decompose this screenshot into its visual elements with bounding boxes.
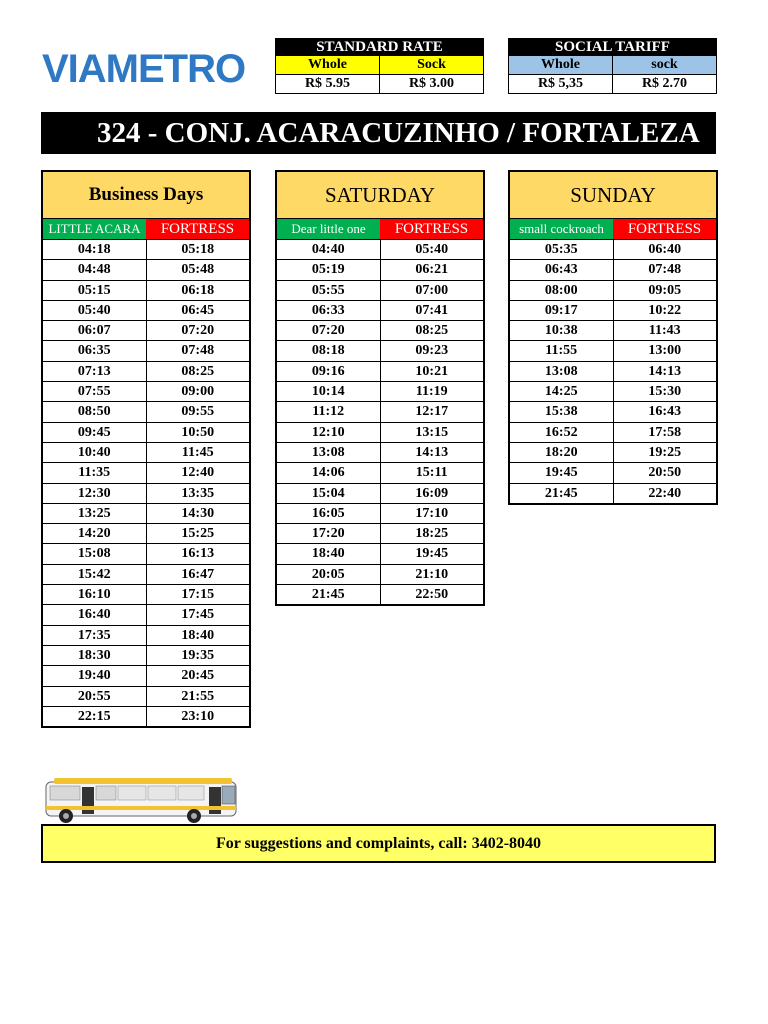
destination-departure-cell: 19:45 <box>380 544 484 563</box>
origin-departure-cell: 04:18 <box>77 242 111 257</box>
viametro-logo <box>42 47 260 91</box>
table-row <box>277 401 483 421</box>
origin-departure-cell: 09:45 <box>77 424 111 440</box>
origin-departure-cell: 15:38 <box>544 404 578 420</box>
destination-departure-cell: 12:17 <box>380 402 484 421</box>
destination-departure-cell: 17:10 <box>380 504 484 523</box>
table-row <box>277 503 483 523</box>
table-row <box>43 422 249 442</box>
contact-text: For suggestions and complaints, call: 3402-8040 <box>215 835 542 852</box>
destination-departure-cell: 16:47 <box>146 565 250 584</box>
table-row <box>277 340 483 360</box>
table-row <box>510 280 716 300</box>
destination-departure-cell: 11:45 <box>146 443 250 462</box>
destination-departure-cell: 19:35 <box>146 646 250 665</box>
destination-departure-cell: 09:55 <box>146 402 250 421</box>
table-row <box>277 259 483 279</box>
destination-departure-cell: 23:10 <box>146 707 250 726</box>
table-row <box>43 340 249 360</box>
origin-departure-cell: 11:55 <box>545 343 578 359</box>
table-row <box>43 584 249 604</box>
schedule-header <box>43 219 249 240</box>
table-row <box>43 604 249 624</box>
destination-departure-cell: 13:35 <box>146 484 250 503</box>
table-row <box>277 462 483 482</box>
table-row <box>43 462 249 482</box>
business-days-schedule <box>41 170 251 728</box>
origin-departure-cell: 15:42 <box>77 566 111 582</box>
destination-departure-cell: 12:40 <box>146 463 250 482</box>
social-tariff-values <box>509 75 716 93</box>
destination-column-header: FORTRESS <box>380 219 483 239</box>
table-row <box>43 401 249 421</box>
destination-departure-cell: 05:40 <box>380 240 484 259</box>
destination-departure-cell: 15:25 <box>146 524 250 543</box>
table-row <box>43 240 249 259</box>
destination-departure-cell: 06:40 <box>613 240 717 259</box>
schedule-body <box>43 240 249 726</box>
destination-departure-cell: 06:18 <box>146 281 250 300</box>
origin-departure-cell: 06:43 <box>544 262 578 278</box>
origin-departure-cell: 21:45 <box>311 587 345 603</box>
saturday-schedule <box>275 170 485 606</box>
destination-departure-cell: 07:41 <box>380 301 484 320</box>
destination-departure-cell: 11:43 <box>613 321 717 340</box>
destination-departure-cell: 16:13 <box>146 544 250 563</box>
standard-rate-table <box>275 38 484 94</box>
origin-departure-cell: 07:13 <box>77 363 111 379</box>
table-row <box>43 381 249 401</box>
table-row <box>510 361 716 381</box>
schedule-body <box>277 240 483 604</box>
standard-rate-title: STANDARD RATE <box>276 39 483 56</box>
origin-departure-cell: 05:55 <box>311 282 345 298</box>
destination-departure-cell: 05:18 <box>146 240 250 259</box>
origin-column-header: Dear little one <box>277 219 380 239</box>
social-tariff-title: SOCIAL TARIFF <box>509 39 716 56</box>
destination-departure-cell: 10:22 <box>613 301 717 320</box>
table-row <box>43 564 249 584</box>
route-banner <box>41 112 716 154</box>
table-row <box>43 686 249 706</box>
origin-departure-cell: 16:52 <box>544 424 578 440</box>
schedule-body <box>510 240 716 503</box>
destination-departure-cell: 19:25 <box>613 443 717 462</box>
destination-departure-cell: 21:10 <box>380 565 484 584</box>
destination-departure-cell: 09:23 <box>380 341 484 360</box>
origin-column-header: small cockroach <box>510 219 613 239</box>
table-row <box>510 422 716 442</box>
origin-departure-cell: 22:15 <box>77 708 111 724</box>
origin-departure-cell: 08:50 <box>77 404 111 420</box>
destination-departure-cell: 20:45 <box>146 666 250 685</box>
destination-departure-cell: 07:00 <box>380 281 484 300</box>
sunday-schedule <box>508 170 718 505</box>
destination-departure-cell: 11:19 <box>380 382 484 401</box>
origin-departure-cell: 18:30 <box>77 647 111 663</box>
origin-departure-cell: 08:00 <box>544 282 578 298</box>
logo-text: VIAMETRO <box>42 47 246 91</box>
destination-departure-cell: 20:50 <box>613 463 717 482</box>
table-row <box>277 483 483 503</box>
saturday-title: SATURDAY <box>324 183 436 207</box>
destination-departure-cell: 18:25 <box>380 524 484 543</box>
destination-departure-cell: 13:00 <box>613 341 717 360</box>
origin-departure-cell: 05:15 <box>77 282 111 298</box>
standard-whole-value: R$ 5.95 <box>304 76 351 91</box>
destination-departure-cell: 07:20 <box>146 321 250 340</box>
destination-departure-cell: 08:25 <box>380 321 484 340</box>
table-row <box>277 320 483 340</box>
origin-departure-cell: 17:20 <box>311 526 345 542</box>
social-whole-label: Whole <box>509 56 612 74</box>
destination-departure-cell: 14:13 <box>613 362 717 381</box>
schedule-header <box>510 219 716 240</box>
origin-departure-cell: 07:20 <box>311 323 345 339</box>
table-row <box>277 381 483 401</box>
destination-departure-cell: 21:55 <box>146 687 250 706</box>
origin-departure-cell: 20:55 <box>77 688 111 704</box>
origin-departure-cell: 11:35 <box>78 465 111 481</box>
standard-whole-label: Whole <box>276 56 379 74</box>
origin-departure-cell: 14:25 <box>544 384 578 400</box>
social-tariff-labels <box>509 56 716 75</box>
table-row <box>510 340 716 360</box>
table-row <box>510 240 716 259</box>
table-row <box>43 543 249 563</box>
table-row <box>43 523 249 543</box>
origin-departure-cell: 09:17 <box>544 302 578 318</box>
table-row <box>277 280 483 300</box>
table-row <box>43 503 249 523</box>
table-row <box>43 442 249 462</box>
table-row <box>277 543 483 563</box>
table-row <box>43 280 249 300</box>
sunday-title: SUNDAY <box>570 183 656 207</box>
table-row <box>43 665 249 685</box>
origin-departure-cell: 19:45 <box>544 465 578 481</box>
origin-departure-cell: 21:45 <box>544 485 578 501</box>
table-row <box>277 523 483 543</box>
standard-half-label: Sock <box>379 56 483 74</box>
destination-departure-cell: 17:58 <box>613 423 717 442</box>
origin-departure-cell: 18:40 <box>311 546 345 562</box>
social-whole-value: R$ 5,35 <box>537 76 584 91</box>
origin-departure-cell: 06:07 <box>77 323 111 339</box>
table-row <box>43 706 249 726</box>
origin-departure-cell: 06:33 <box>311 302 345 318</box>
origin-departure-cell: 07:55 <box>77 384 111 400</box>
table-row <box>510 483 716 503</box>
table-row <box>510 442 716 462</box>
table-row <box>277 422 483 442</box>
schedule-title <box>510 172 716 219</box>
table-row <box>277 584 483 604</box>
destination-departure-cell: 15:11 <box>380 463 484 482</box>
origin-departure-cell: 13:25 <box>77 505 111 521</box>
origin-departure-cell: 15:08 <box>77 546 111 562</box>
table-row <box>277 300 483 320</box>
social-half-value: R$ 2.70 <box>612 75 716 93</box>
destination-departure-cell: 06:21 <box>380 260 484 279</box>
destination-departure-cell: 06:45 <box>146 301 250 320</box>
bus-illustration <box>44 776 240 824</box>
table-row <box>510 300 716 320</box>
origin-column-header: LITTLE ACARA <box>43 219 146 239</box>
origin-departure-cell: 04:48 <box>77 262 111 278</box>
table-row <box>510 381 716 401</box>
destination-departure-cell: 10:50 <box>146 423 250 442</box>
destination-departure-cell: 05:48 <box>146 260 250 279</box>
table-row <box>43 259 249 279</box>
route-title: 324 - CONJ. ACARACUZINHO / FORTALEZA <box>97 117 700 149</box>
destination-departure-cell: 18:40 <box>146 626 250 645</box>
destination-departure-cell: 14:30 <box>146 504 250 523</box>
origin-departure-cell: 13:08 <box>544 363 578 379</box>
destination-departure-cell: 17:15 <box>146 585 250 604</box>
origin-departure-cell: 13:08 <box>311 444 345 460</box>
table-row <box>43 320 249 340</box>
origin-departure-cell: 06:35 <box>77 343 111 359</box>
table-row <box>510 462 716 482</box>
origin-departure-cell: 04:40 <box>311 242 345 257</box>
destination-departure-cell: 07:48 <box>613 260 717 279</box>
destination-departure-cell: 13:15 <box>380 423 484 442</box>
destination-departure-cell: 16:09 <box>380 484 484 503</box>
social-half-label: sock <box>612 56 716 74</box>
social-tariff-table <box>508 38 717 94</box>
origin-departure-cell: 14:06 <box>311 465 345 481</box>
schedule-title <box>277 172 483 219</box>
standard-rate-values <box>276 75 483 93</box>
origin-departure-cell: 05:35 <box>544 242 578 257</box>
origin-departure-cell: 15:04 <box>311 485 345 501</box>
origin-departure-cell: 14:20 <box>77 526 111 542</box>
destination-departure-cell: 17:45 <box>146 605 250 624</box>
table-row <box>43 625 249 645</box>
origin-departure-cell: 19:40 <box>77 668 111 684</box>
schedule-title <box>43 172 249 219</box>
destination-departure-cell: 15:30 <box>613 382 717 401</box>
origin-departure-cell: 10:40 <box>77 444 111 460</box>
destination-departure-cell: 22:50 <box>380 585 484 604</box>
table-row <box>43 361 249 381</box>
table-row <box>510 259 716 279</box>
origin-departure-cell: 20:05 <box>311 566 345 582</box>
bus-icon <box>44 776 240 824</box>
standard-half-value: R$ 3.00 <box>379 75 483 93</box>
contact-footer <box>41 824 716 863</box>
origin-departure-cell: 16:40 <box>77 607 111 623</box>
destination-column-header: FORTRESS <box>613 219 716 239</box>
table-row <box>43 300 249 320</box>
origin-departure-cell: 16:05 <box>311 505 345 521</box>
origin-departure-cell: 12:10 <box>311 424 345 440</box>
origin-departure-cell: 08:18 <box>311 343 345 359</box>
origin-departure-cell: 12:30 <box>77 485 111 501</box>
schedule-header <box>277 219 483 240</box>
destination-departure-cell: 09:05 <box>613 281 717 300</box>
origin-departure-cell: 17:35 <box>77 627 111 643</box>
table-row <box>277 564 483 584</box>
origin-departure-cell: 05:40 <box>77 302 111 318</box>
origin-departure-cell: 16:10 <box>77 587 111 603</box>
table-row <box>277 442 483 462</box>
destination-departure-cell: 07:48 <box>146 341 250 360</box>
destination-departure-cell: 08:25 <box>146 362 250 381</box>
destination-column-header: FORTRESS <box>146 219 249 239</box>
origin-departure-cell: 10:14 <box>311 384 345 400</box>
standard-rate-labels <box>276 56 483 75</box>
table-row <box>510 320 716 340</box>
origin-departure-cell: 05:19 <box>311 262 345 278</box>
origin-departure-cell: 10:38 <box>544 323 578 339</box>
origin-departure-cell: 11:12 <box>312 404 345 420</box>
table-row <box>277 240 483 259</box>
table-row <box>43 645 249 665</box>
origin-departure-cell: 18:20 <box>544 444 578 460</box>
destination-departure-cell: 16:43 <box>613 402 717 421</box>
origin-departure-cell: 09:16 <box>311 363 345 379</box>
destination-departure-cell: 14:13 <box>380 443 484 462</box>
table-row <box>510 401 716 421</box>
destination-departure-cell: 10:21 <box>380 362 484 381</box>
destination-departure-cell: 09:00 <box>146 382 250 401</box>
business-days-title: Business Days <box>88 184 204 205</box>
destination-departure-cell: 22:40 <box>613 484 717 503</box>
table-row <box>43 483 249 503</box>
table-row <box>277 361 483 381</box>
